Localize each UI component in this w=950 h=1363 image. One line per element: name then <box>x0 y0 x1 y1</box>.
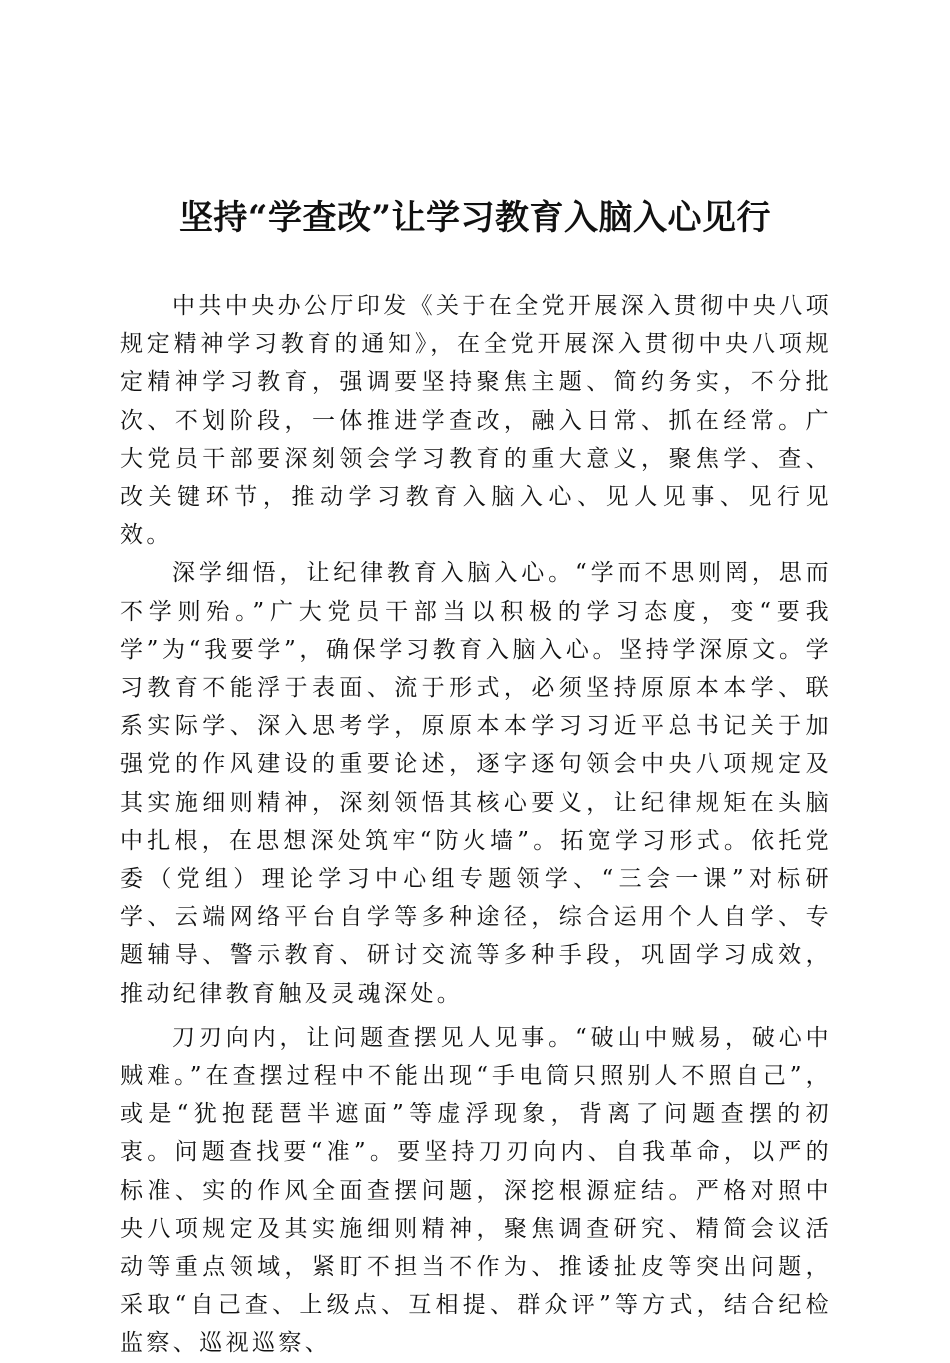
document-body <box>120 287 832 1363</box>
paragraph-study: 深学细悟，让纪律教育入脑入心。“学而不思则罔，思而不学则殆。”广大党员干部当以积极的学习态度，变“要我学”为“我要学”，确保学习教育入脑入心。坚持学深原文。学习教育不能浮于表面、流于形式，必须坚持原原本本学、联系实际学、深入思考学，原原本本学习习近平总书记关于加强党的作风建设的重要论述，逐字逐句领会中央八项规定及其实施细则精神，深刻领悟其核心要义，让纪律规矩在头脑中扎根，在思想深处筑牢“防火墙”。拓宽学习形式。依托党委（党组）理论学习中心组专题领学、“三会一课”对标研学、云端网络平台自学等多种途径，综合运用个人自学、专题辅导、警示教育、研讨交流等多种手段，巩固学习成效，推动纪律教育触及灵魂深处。 <box>120 560 832 1007</box>
document-title: 坚持“学查改”让学习教育入脑入心见行 <box>178 198 772 238</box>
paragraph-intro: 中共中央办公厅印发《关于在全党开展深入贯彻中央八项规定精神学习教育的通知》，在全党开展深入贯彻中央八项规定精神学习教育，强调要坚持聚焦主题、简约务实，不分批次、不划阶段，一体推进学查改，融入日常、抓在经常。广大党员干部要深刻领会学习教育的重大意义，聚焦学、查、改关键环节，推动学习教育入脑入心、见人见事、见行见效。 <box>120 293 832 549</box>
paragraph-self-examination: 刀刃向内，让问题查摆见人见事。“破山中贼易，破心中贼难。”在查摆过程中不能出现“手电筒只照别人不照自己”，或是“犹抱琵琶半遮面”等虚浮现象，背离了问题查摆的初衷。问题查找要“准”。要坚持刀刃向内、自我革命，以严的标准、实的作风全面查摆问题，深挖根源症结。严格对照中央八项规定及其实施细则精神，聚焦调查研究、精简会议活动等重点领域，紧盯不担当不作为、推诿扯皮等突出问题，采取“自己查、上级点、互相提、群众评”等方式，结合纪检监察、巡视巡察、 <box>120 1024 832 1357</box>
